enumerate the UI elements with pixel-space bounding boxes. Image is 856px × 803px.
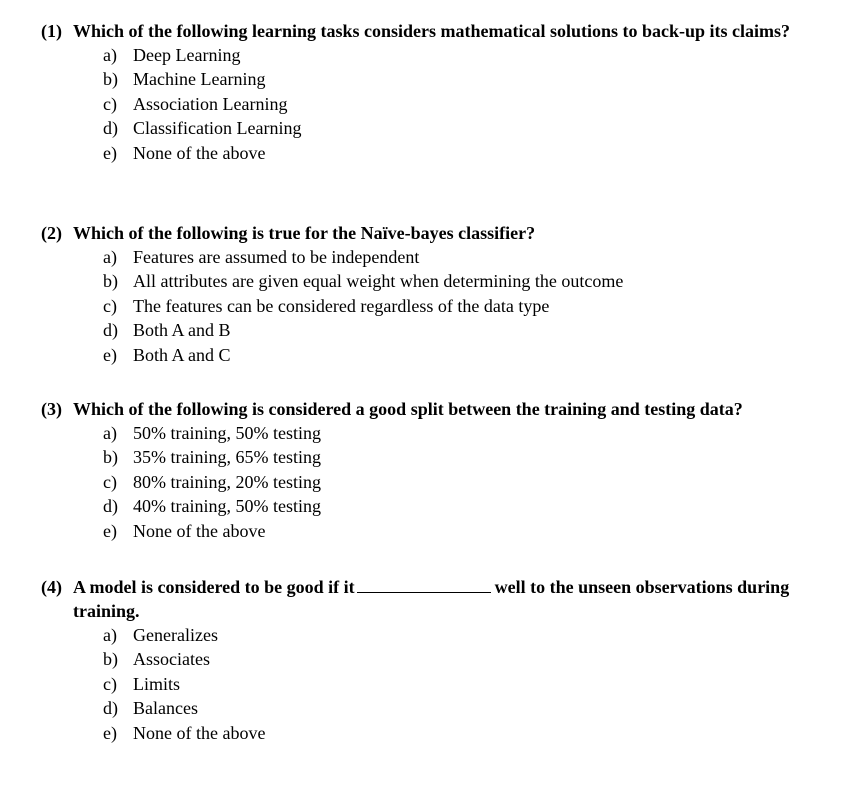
option-text: Both A and B — [133, 320, 231, 341]
option-letter: c) — [103, 295, 117, 316]
question-2 — [0, 221, 856, 367]
option-text: Both A and C — [133, 344, 231, 365]
option-e — [0, 141, 856, 165]
option-a — [0, 421, 856, 445]
option-a — [0, 245, 856, 269]
question-text: Which of the following is true for the Naïve-bayes classifier? — [73, 223, 536, 243]
option-a — [0, 43, 856, 67]
option-c — [0, 672, 856, 696]
option-letter: e) — [103, 520, 117, 541]
option-text: Features are assumed to be independent — [133, 247, 420, 267]
option-d — [0, 696, 856, 720]
question-stem — [0, 575, 843, 623]
option-letter: e) — [103, 142, 117, 163]
option-c — [0, 470, 856, 494]
answer-blank — [357, 577, 491, 593]
option-text: 40% training, 50% testing — [133, 496, 321, 517]
option-e — [0, 721, 856, 745]
question-number: (2) — [41, 223, 62, 243]
question-stem — [0, 19, 843, 43]
question-number: (4) — [41, 577, 62, 597]
option-text: The features can be considered regardless of the data type — [133, 295, 550, 316]
option-text: Association Learning — [133, 93, 288, 114]
option-letter: d) — [103, 320, 118, 341]
question-text: Which of the following learning tasks considers mathematical solutions to back-up its claims? — [73, 21, 791, 41]
option-letter: a) — [103, 247, 117, 267]
option-list — [0, 421, 856, 543]
option-letter: e) — [103, 344, 117, 365]
option-letter: b) — [103, 649, 118, 670]
option-b — [0, 445, 856, 469]
option-d — [0, 494, 856, 518]
option-text: All attributes are given equal weight when determining the outcome — [133, 271, 624, 292]
question-stem — [0, 221, 843, 245]
option-letter: b) — [103, 69, 118, 90]
option-text: None of the above — [133, 722, 266, 743]
question-stem — [0, 397, 843, 421]
option-text: Deep Learning — [133, 45, 241, 65]
option-e — [0, 519, 856, 543]
option-letter: d) — [103, 496, 118, 517]
question-text: Which of the following is considered a good split between the training and testing data? — [73, 399, 743, 419]
option-letter: c) — [103, 93, 117, 114]
option-letter: a) — [103, 625, 117, 645]
option-letter: e) — [103, 722, 117, 743]
question-3 — [0, 397, 856, 543]
option-c — [0, 92, 856, 116]
option-text: Associates — [133, 649, 210, 670]
option-letter: d) — [103, 698, 118, 719]
question-1 — [0, 19, 856, 165]
option-text: 80% training, 20% testing — [133, 471, 321, 492]
option-list — [0, 43, 856, 165]
option-text: Classification Learning — [133, 118, 302, 139]
option-e — [0, 343, 856, 367]
option-text: Generalizes — [133, 625, 218, 645]
option-list — [0, 623, 856, 745]
option-letter: c) — [103, 673, 117, 694]
question-number: (3) — [41, 399, 62, 419]
option-text: None of the above — [133, 142, 266, 163]
option-text: 35% training, 65% testing — [133, 447, 321, 468]
option-d — [0, 116, 856, 140]
option-text: Machine Learning — [133, 69, 266, 90]
option-c — [0, 294, 856, 318]
option-b — [0, 269, 856, 293]
question-text-before-blank: A model is considered to be good if it — [73, 577, 355, 597]
option-letter: d) — [103, 118, 118, 139]
question-number: (1) — [41, 21, 62, 41]
option-text: Limits — [133, 673, 181, 694]
question-4 — [0, 575, 856, 745]
option-b — [0, 647, 856, 671]
option-list — [0, 245, 856, 367]
option-letter: a) — [103, 423, 117, 443]
option-text: None of the above — [133, 520, 266, 541]
option-letter: a) — [103, 45, 117, 65]
option-text: Balances — [133, 698, 198, 719]
question-text-after-blank: well to the unseen observations during training. — [73, 577, 790, 621]
option-b — [0, 67, 856, 91]
option-text: 50% training, 50% testing — [133, 423, 321, 443]
option-letter: c) — [103, 471, 117, 492]
option-d — [0, 318, 856, 342]
option-a — [0, 623, 856, 647]
option-letter: b) — [103, 271, 118, 292]
option-letter: b) — [103, 447, 118, 468]
